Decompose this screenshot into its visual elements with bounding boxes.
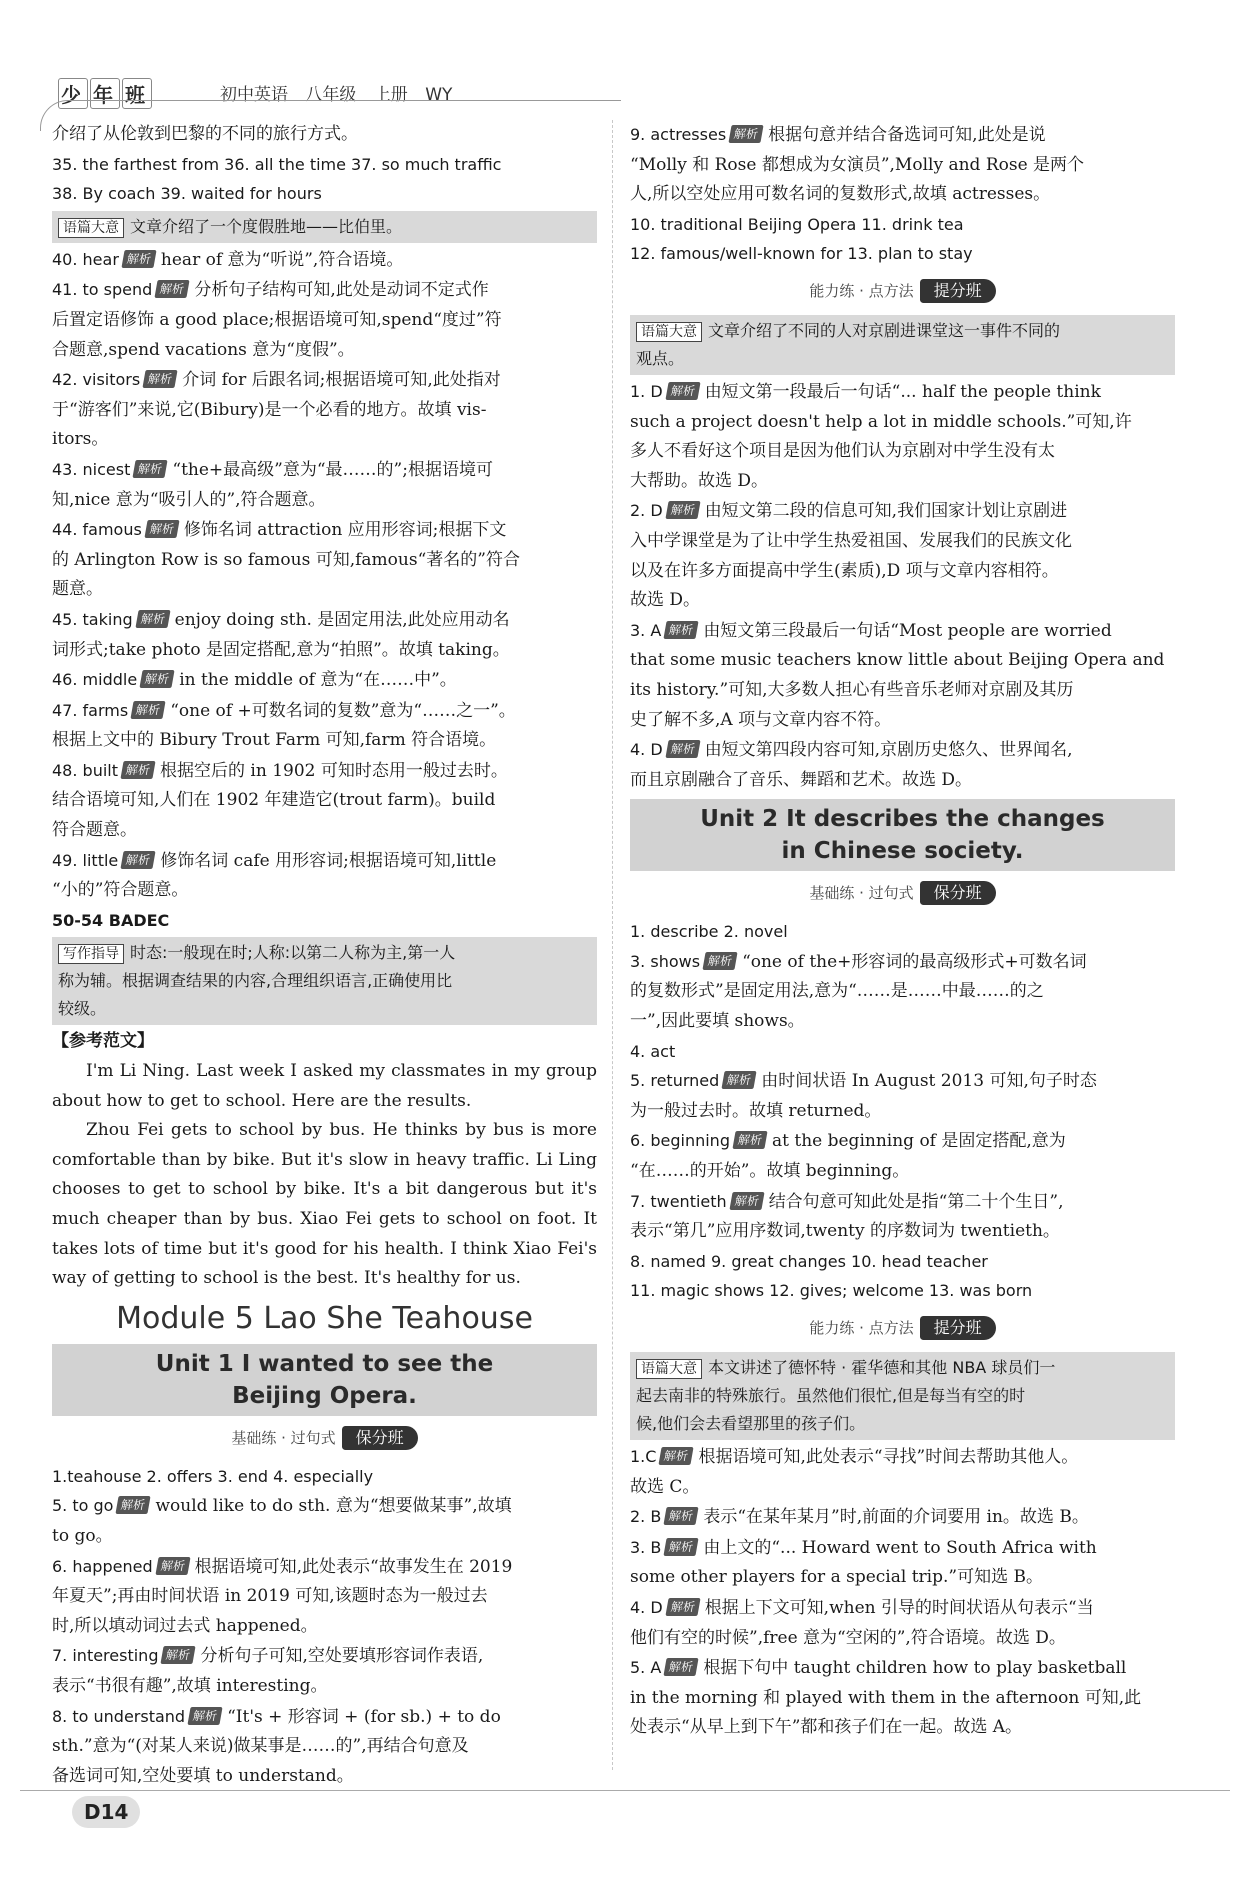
- explanation: that some music teachers know little about Beijing Opera and: [630, 650, 1165, 671]
- explanation: 备选词可知,空处要填 to understand。: [52, 1765, 354, 1786]
- banner-text: 起去南非的特殊旅行。虽然他们很忙,但是每当有空的时: [636, 1386, 1026, 1405]
- banner-text: 文章介绍了一个度假胜地——比伯里。: [130, 216, 403, 236]
- section-pill-label: 能力练 · 点方法: [809, 281, 914, 300]
- explanation: in the middle of 意为“在……中”。: [179, 670, 457, 691]
- answer-key: 3. A: [630, 620, 662, 640]
- banner-text: 文章介绍了不同的人对京剧进课堂这一事件不同的: [708, 320, 1061, 340]
- explanation: some other players for a special trip.”可知选 B。: [630, 1567, 1043, 1588]
- explanation: 故选 D。: [630, 590, 701, 611]
- explanation: 入中学课堂是为了让中学生热爱祖国、发展我们的民族文化: [630, 530, 1072, 551]
- answer-key: 3. shows: [630, 951, 701, 971]
- section-pill-badge: 保分班: [920, 881, 996, 905]
- explanation: “It's + 形容词 + (for sb.) + to do: [227, 1706, 501, 1727]
- answer-line: 11. magic shows 12. gives; welcome 13. was born: [630, 1281, 1033, 1301]
- analysis-tag: 解析: [664, 1658, 699, 1676]
- explanation: 分析句子结构可知,此处是动词不定式作: [194, 280, 489, 301]
- explanation: “one of +可数名词的复数”意为“……之一”。: [170, 700, 516, 721]
- explanation: “小的”符合题意。: [52, 880, 189, 901]
- explanation: 根据下句中 taught children how to play basketball: [703, 1658, 1127, 1679]
- explanation: 于“游客们”来说,它(Bibury)是一个必看的地方。故填 vis-: [52, 399, 487, 420]
- logo-char: 班: [122, 78, 152, 109]
- analysis-tag: 解析: [665, 501, 700, 519]
- analysis-tag: 解析: [664, 1507, 699, 1525]
- answer-key: 2. B: [630, 1507, 662, 1527]
- answer-key: 6. beginning: [630, 1131, 730, 1151]
- summary-banner: [52, 211, 597, 243]
- answer-key: 1. D: [630, 381, 663, 401]
- explanation: 根据句意并结合备选词可知,此处是说: [768, 125, 1046, 145]
- summary-banner: [630, 1352, 1175, 1440]
- explanation: 符合题意。: [52, 820, 137, 841]
- analysis-tag: 解析: [155, 1557, 190, 1575]
- section-pill-label: 基础练 · 过句式: [809, 884, 914, 903]
- analysis-tag: 解析: [722, 1071, 757, 1089]
- banner-text: 称为辅。根据调查结果的内容,合理组织语言,正确使用比: [58, 971, 453, 991]
- explanation: 为一般过去时。故填 returned。: [630, 1100, 882, 1121]
- explanation: “one of the+形容词的最高级形式+可数名词: [742, 951, 1087, 972]
- answer-key: 46. middle: [52, 670, 138, 690]
- banner-label: 写作指导: [58, 944, 124, 964]
- explanation: 多人不看好这个项目是因为他们认为京剧对中学生没有太: [630, 441, 1055, 462]
- explanation: “Molly 和 Rose 都想成为女演员”,Molly and Rose 是两个: [630, 154, 1085, 175]
- page-number: D14: [72, 1796, 140, 1828]
- explanation: at the beginning of 是固定搭配,意为: [772, 1131, 1066, 1152]
- answer-key: 9. actresses: [630, 125, 727, 144]
- analysis-tag: 解析: [732, 1131, 767, 1149]
- answer-line: 1. describe 2. novel: [630, 922, 788, 942]
- analysis-tag: 解析: [131, 701, 166, 719]
- explanation: 根据上下文可知,when 引导的时间状语从句表示“当: [704, 1597, 1094, 1618]
- section-pill-badge: 保分班: [342, 1426, 418, 1450]
- answer-line: 10. traditional Beijing Opera 11. drink tea: [630, 214, 964, 234]
- analysis-tag: 解析: [664, 621, 699, 639]
- banner-text: 时态:一般现在时;人称:以第二人称为主,第一人: [130, 943, 456, 963]
- section-pill-badge: 提分班: [920, 279, 996, 303]
- answer-line: 38. By coach 39. waited for hours: [52, 184, 322, 204]
- answer-key: 48. built: [52, 760, 118, 780]
- banner-label: 语篇大意: [636, 322, 702, 342]
- explanation: 词形式;take photo 是固定搭配,意为“拍照”。故填 taking。: [52, 639, 510, 660]
- explanation: 处表示“从早上到下午”都和孩子们在一起。故选 A。: [630, 1717, 1023, 1738]
- answer-key: 45. taking: [52, 609, 133, 629]
- explanation: 由上文的“... Howard went to South Africa with: [703, 1537, 1097, 1558]
- explanation: 史了解不多,A 项与文章内容不符。: [630, 709, 892, 730]
- banner-text: 较级。: [58, 999, 107, 1019]
- answer-key: 3. B: [630, 1537, 662, 1557]
- explanation: 而且京剧融合了音乐、舞蹈和艺术。故选 D。: [630, 769, 973, 790]
- explanation: 根据语境可知,此处表示“故事发生在 2019: [194, 1556, 513, 1577]
- explanation: 介词 for 后跟名词;根据语境可知,此处指对: [182, 370, 501, 391]
- subject-label: 初中英语: [220, 85, 288, 105]
- analysis-tag: 解析: [187, 1707, 222, 1725]
- answer-key: 2. D: [630, 501, 663, 521]
- answer-key: 6. happened: [52, 1556, 153, 1576]
- explanation: “在……的开始”。故填 beginning。: [630, 1161, 910, 1182]
- answer-line: 4. act: [630, 1041, 676, 1061]
- explanation: 由短文第二段的信息可知,我们国家计划让京剧进: [704, 501, 1068, 522]
- explanation: 根据上文中的 Bibury Trout Farm 可知,farm 符合语境。: [52, 730, 497, 751]
- explanation: 修饰名词 cafe 用形容词;根据语境可知,little: [160, 850, 497, 871]
- explanation: 年夏天”;再由时间状语 in 2019 可知,该题时态为一般过去: [52, 1586, 488, 1607]
- explanation: 知,nice 意为“吸引人的”,符合题意。: [52, 489, 326, 510]
- module-title: Module 5 Lao She Teahouse: [116, 1300, 533, 1336]
- explanation: 后置定语修饰 a good place;根据语境可知,spend“度过”符: [52, 309, 502, 330]
- explanation: 他们有空的时候”,free 意为“空闲的”,符合语境。故选 D。: [630, 1627, 1066, 1648]
- section-pill: [52, 1424, 597, 1454]
- section-pill-label: 能力练 · 点方法: [809, 1319, 914, 1337]
- explanation: in the morning 和 played with them in the afternoon 可知,此: [630, 1687, 1142, 1708]
- essay-paragraph: Zhou Fei gets to school by bus. He thinks by bus is more comfortable than by bike. But it's slow in heavy traffic. Li Ling chooses to get to school by bike. It's a bit dangerous but it's much cheaper than by bus. Xiao Fei gets to school on foot. It takes lots of time but it's good for his health. I think Xiao Fei's way of getting to school is the best. It's healthy for us.: [52, 1120, 597, 1289]
- answer-key: 5. returned: [630, 1071, 720, 1091]
- answer-line: 1.teahouse 2. offers 3. end 4. especially: [52, 1466, 374, 1486]
- analysis-tag: 解析: [140, 670, 175, 688]
- banner-text: 候,他们会去看望那里的孩子们。: [636, 1414, 866, 1433]
- explanation: 由时间状语 In August 2013 可知,句子时态: [761, 1071, 1097, 1092]
- answer-key: 47. farms: [52, 700, 129, 720]
- explanation: 由短文第三段最后一句话“Most people are worried: [703, 620, 1112, 641]
- section-pill: [630, 1314, 1175, 1344]
- explanation: would like to do sth. 意为“想要做某事”,故填: [155, 1496, 512, 1517]
- explanation: sth.”意为“(对某人来说)做某事是……的”,再结合句意及: [52, 1736, 469, 1757]
- explanation: 的复数形式”是固定用法,意为“……是……中最……的之: [630, 981, 1044, 1002]
- explanation: such a project doesn't help a lot in middle schools.”可知,许: [630, 411, 1132, 432]
- unit-title: Unit 2 It describes the changes: [700, 806, 1105, 833]
- answer-key: 8. to understand: [52, 1706, 186, 1726]
- answer-key: 50-54 BADEC: [52, 910, 170, 930]
- explanation: 表示“书很有趣”,故填 interesting。: [52, 1675, 328, 1696]
- answer-key: 7. twentieth: [630, 1191, 727, 1211]
- explanation: 由短文第四段内容可知,京剧历史悠久、世界闻名,: [704, 740, 1073, 761]
- logo-char: 少: [58, 78, 88, 109]
- analysis-tag: 解析: [665, 382, 700, 400]
- explanation: enjoy doing sth. 是固定用法,此处应用动名: [174, 609, 510, 630]
- explanation: 人,所以空处应用可数名词的复数形式,故填 actresses。: [630, 184, 1051, 205]
- analysis-tag: 解析: [116, 1496, 151, 1514]
- explanation: 的 Arlington Row is so famous 可知,famous“著名的”符合: [52, 549, 520, 570]
- writing-guide-banner: [52, 937, 597, 1025]
- grade-label: 八年级: [305, 85, 357, 105]
- unit-title: in Chinese society.: [781, 838, 1024, 865]
- unit-title-box: [52, 1344, 597, 1416]
- unit-title: Beijing Opera.: [232, 1382, 417, 1409]
- explanation: 由短文第一段最后一句话“... half the people think: [704, 381, 1101, 402]
- explanation: 分析句子可知,空处要填形容词作表语,: [200, 1646, 484, 1667]
- analysis-tag: 解析: [665, 1598, 700, 1616]
- answer-key: 5. A: [630, 1658, 662, 1678]
- answer-key: 44. famous: [52, 520, 142, 540]
- banner-label: 语篇大意: [58, 218, 124, 238]
- analysis-tag: 解析: [729, 1192, 764, 1210]
- answer-key: 40. hear: [52, 249, 119, 269]
- analysis-tag: 解析: [155, 280, 190, 298]
- edition-label: WY: [425, 85, 453, 105]
- answer-key: 49. little: [52, 850, 119, 870]
- section-pill-badge: 提分班: [920, 1316, 996, 1340]
- left-column: [52, 120, 597, 1791]
- explanation: 一”,因此要填 shows。: [630, 1011, 805, 1032]
- unit-title-box: [630, 799, 1175, 871]
- explanation: 题意。: [52, 579, 103, 600]
- explanation: 大帮助。故选 D。: [630, 470, 769, 491]
- answer-line: 12. famous/well-known for 13. plan to stay: [630, 244, 973, 264]
- answer-key: 41. to spend: [52, 280, 153, 300]
- column-divider: [612, 120, 613, 1770]
- answer-line: 8. named 9. great changes 10. head teacher: [630, 1251, 988, 1271]
- right-column: [630, 120, 1175, 1743]
- unit-title: Unit 1 I wanted to see the: [155, 1350, 494, 1377]
- reference-essay-title: 【参考范文】: [52, 1031, 154, 1052]
- analysis-tag: 解析: [659, 1447, 694, 1465]
- analysis-tag: 解析: [702, 952, 737, 970]
- explanation: 故选 C。: [630, 1476, 700, 1497]
- answer-line: 介绍了从伦敦到巴黎的不同的旅行方式。: [52, 124, 358, 144]
- reference-essay: [52, 1057, 597, 1294]
- essay-paragraph: I'm Li Ning. Last week I asked my classmates in my group about how to get to school. Here are the results.: [52, 1061, 597, 1111]
- explanation: 结合句意可知此处是指“第二十个生日”,: [768, 1191, 1064, 1212]
- answer-key: 43. nicest: [52, 459, 131, 479]
- section-pill: [630, 277, 1175, 307]
- banner-text: 观点。: [636, 348, 685, 368]
- analysis-tag: 解析: [143, 370, 178, 388]
- explanation: 以及在许多方面提高中学生(素质),D 项与文章内容相符。: [630, 560, 1059, 581]
- explanation: hear of 意为“听说”,符合语境。: [160, 249, 404, 270]
- analysis-tag: 解析: [120, 761, 155, 779]
- analysis-tag: 解析: [121, 250, 156, 268]
- explanation: 表示“第几”应用序数词,twenty 的序数词为 twentieth。: [630, 1221, 1060, 1242]
- banner-label: 语篇大意: [636, 1359, 702, 1379]
- answer-key: 4. D: [630, 1597, 663, 1617]
- logo-char: 年: [90, 78, 120, 109]
- answer-key: 42. visitors: [52, 370, 141, 390]
- answer-key: 1.C: [630, 1447, 657, 1466]
- section-pill: [630, 879, 1175, 909]
- explanation: 修饰名词 attraction 应用形容词;根据下文: [183, 520, 507, 541]
- explanation: to go。: [52, 1525, 113, 1546]
- analysis-tag: 解析: [144, 520, 179, 538]
- volume-label: 上册: [373, 85, 408, 105]
- analysis-tag: 解析: [133, 460, 168, 478]
- analysis-tag: 解析: [665, 740, 700, 758]
- explanation: 表示“在某年某月”时,前面的介词要用 in。故选 B。: [703, 1507, 1089, 1528]
- answer-line: 35. the farthest from 36. all the time 37. so much traffic: [52, 154, 502, 174]
- analysis-tag: 解析: [161, 1646, 196, 1664]
- footer-rule: [20, 1790, 1230, 1791]
- section-pill-label: 基础练 · 过句式: [231, 1428, 336, 1447]
- explanation: 根据空后的 in 1902 可知时态用一般过去时。: [160, 760, 508, 781]
- analysis-tag: 解析: [729, 125, 764, 143]
- banner-text: 本文讲述了德怀特 · 霍华德和其他 NBA 球员们一: [708, 1358, 1056, 1377]
- summary-banner: [630, 315, 1175, 375]
- explanation: 结合语境可知,人们在 1902 年建造它(trout farm)。build: [52, 790, 496, 811]
- answer-key: 5. to go: [52, 1496, 114, 1516]
- analysis-tag: 解析: [121, 851, 156, 869]
- answer-key: 7. interesting: [52, 1646, 159, 1666]
- explanation: 时,所以填动词过去式 happened。: [52, 1615, 318, 1636]
- analysis-tag: 解析: [135, 610, 170, 628]
- explanation: itors。: [52, 429, 109, 450]
- explanation: 根据语境可知,此处表示“寻找”时间去帮助其他人。: [698, 1447, 1079, 1467]
- answer-key: 4. D: [630, 740, 663, 760]
- explanation: 合题意,spend vacations 意为“度假”。: [52, 339, 355, 360]
- analysis-tag: 解析: [664, 1538, 699, 1556]
- explanation: “the+最高级”意为“最……的”;根据语境可: [172, 459, 493, 480]
- explanation: its history.”可知,大多数人担心有些音乐老师对京剧及其历: [630, 679, 1074, 700]
